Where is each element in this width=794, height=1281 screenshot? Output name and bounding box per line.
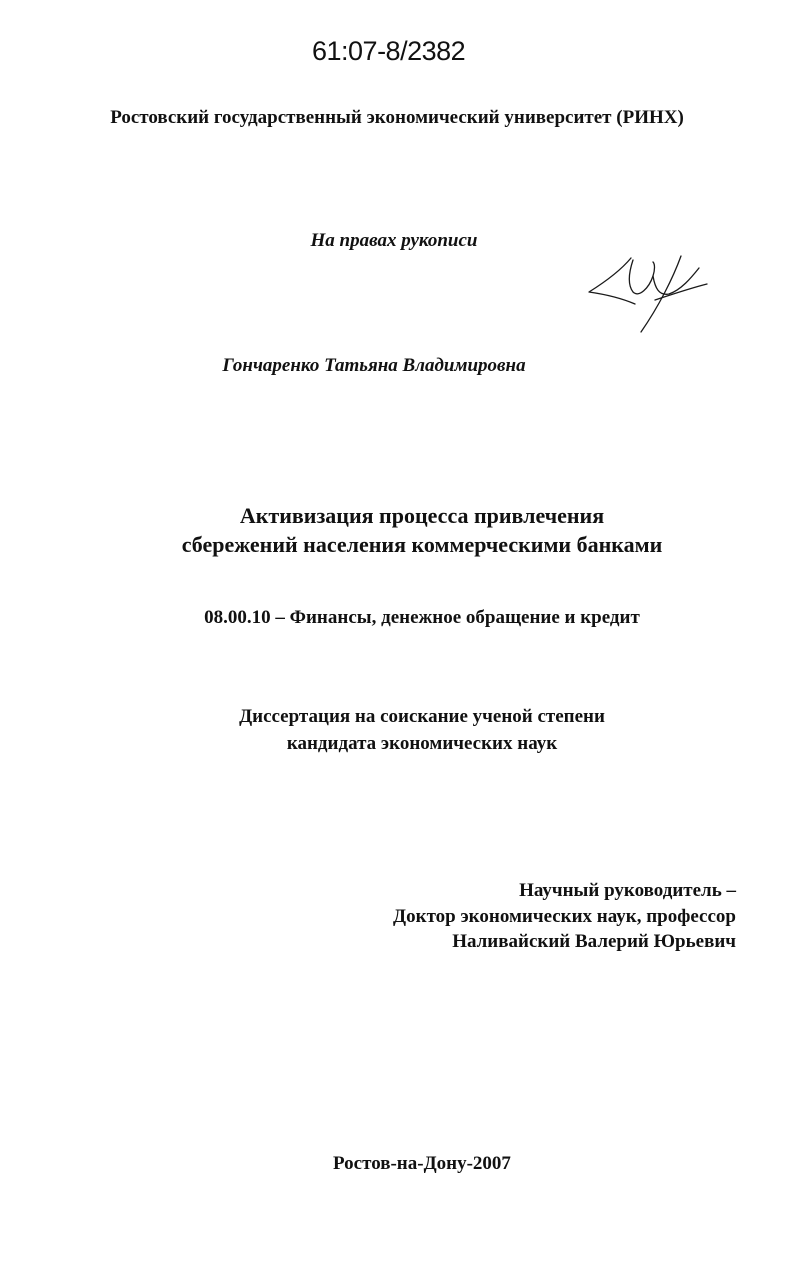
dissertation-description-line-2: кандидата экономических наук bbox=[286, 733, 558, 754]
specialty-code: 08.00.10 – Финансы, денежное обращение и кредит bbox=[204, 607, 640, 628]
supervisor-degree: Доктор экономических наук, профессор bbox=[393, 906, 736, 927]
city-year: Ростов-на-Дону-2007 bbox=[333, 1153, 511, 1174]
document-code: 61:07-8/2382 bbox=[312, 36, 466, 66]
university-name: Ростовский государственный экономический университет (РИНХ) bbox=[110, 107, 684, 128]
dissertation-description-line-1: Диссертация на соискание ученой степени bbox=[239, 706, 605, 727]
handwritten-signature-icon bbox=[583, 248, 713, 338]
dissertation-title-line-2: сбережений населения коммерческими банками bbox=[181, 532, 663, 557]
supervisor-label: Научный руководитель – bbox=[519, 880, 736, 901]
dissertation-title-line-1: Активизация процесса привлечения bbox=[239, 503, 605, 528]
author-name: Гончаренко Татьяна Владимировна bbox=[222, 355, 526, 376]
supervisor-name: Наливайский Валерий Юрьевич bbox=[452, 931, 736, 952]
manuscript-rights: На правах рукописи bbox=[310, 230, 478, 251]
